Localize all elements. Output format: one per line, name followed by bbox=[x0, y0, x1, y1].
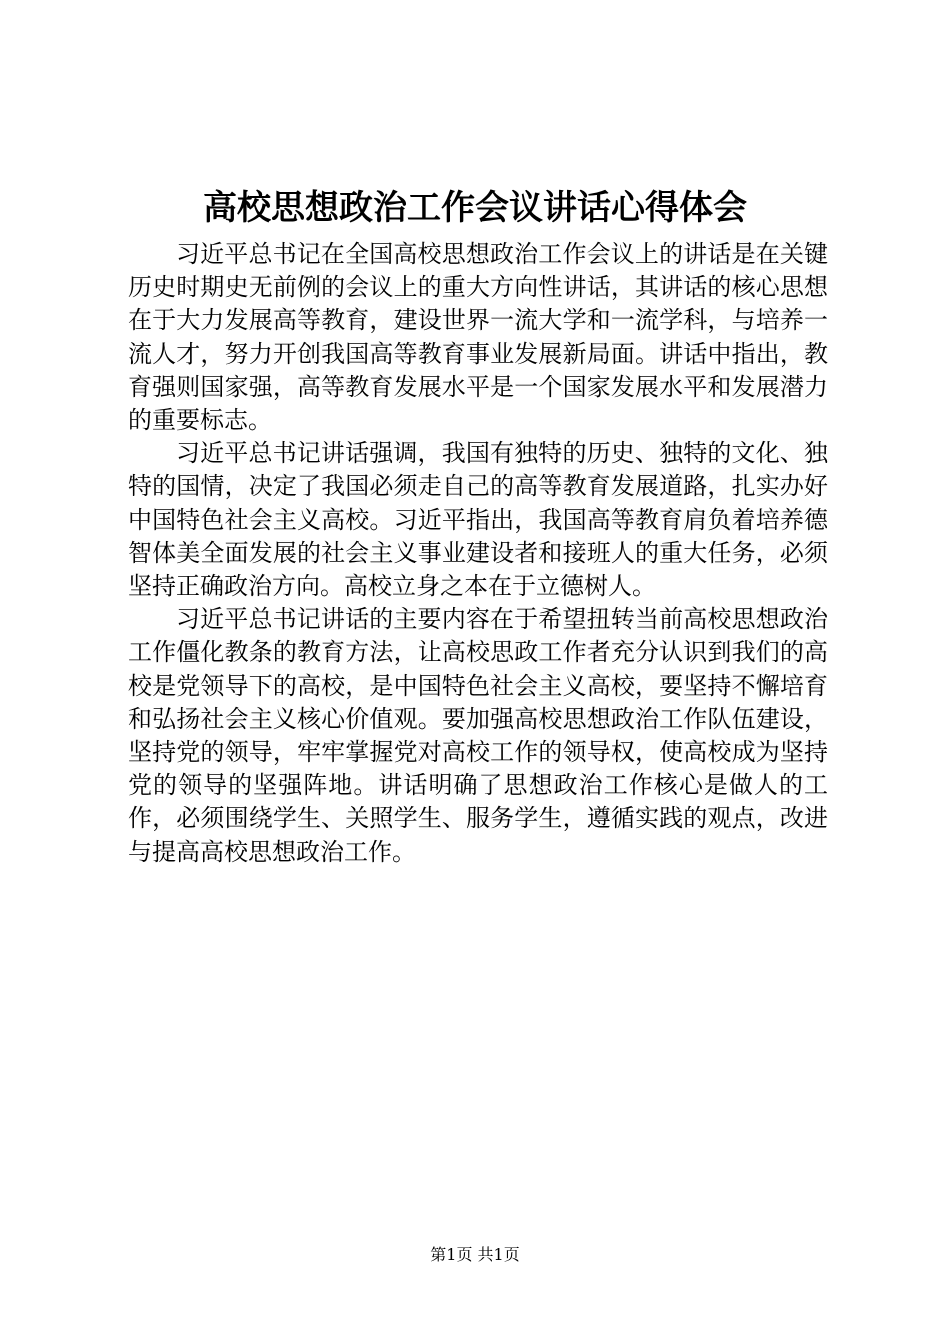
paragraph-1: 习近平总书记在全国高校思想政治工作会议上的讲话是在关键历史时期史无前例的会议上的重大方向性讲话，其讲话的核心思想在于大力发展高等教育，建设世界一流大学和一流学科，与培养一流人才，努力开创我国高等教育事业发展新局面。讲话中指出，教育强则国家强，高等教育发展水平是一个国家发展水平和发展潜力的重要标志。 bbox=[128, 240, 828, 435]
page-footer: 第1页 共1页 bbox=[430, 1245, 520, 1264]
page-title: 高校思想政治工作会议讲话心得体会 bbox=[203, 188, 747, 228]
document-body bbox=[128, 238, 828, 869]
paragraph-2: 习近平总书记讲话强调，我国有独特的历史、独特的文化、独特的国情，决定了我国必须走自己的高等教育发展道路，扎实办好中国特色社会主义高校。习近平指出，我国高等教育肩负着培养德智体美全面发展的社会主义事业建设者和接班人的重大任务，必须坚持正确政治方向。高校立身之本在于立德树人。 bbox=[128, 439, 828, 601]
paragraph-3: 习近平总书记讲话的主要内容在于希望扭转当前高校思想政治工作僵化教条的教育方法，让高校思政工作者充分认识到我们的高校是党领导下的高校，是中国特色社会主义高校，要坚持不懈培育和弘扬社会主义核心价值观。要加强高校思想政治工作队伍建设，坚持党的领导，牢牢掌握党对高校工作的领导权，使高校成为坚持党的领导的坚强阵地。讲话明确了思想政治工作核心是做人的工作，必须围绕学生、关照学生、服务学生，遵循实践的观点，改进与提高高校思想政治工作。 bbox=[128, 605, 828, 866]
